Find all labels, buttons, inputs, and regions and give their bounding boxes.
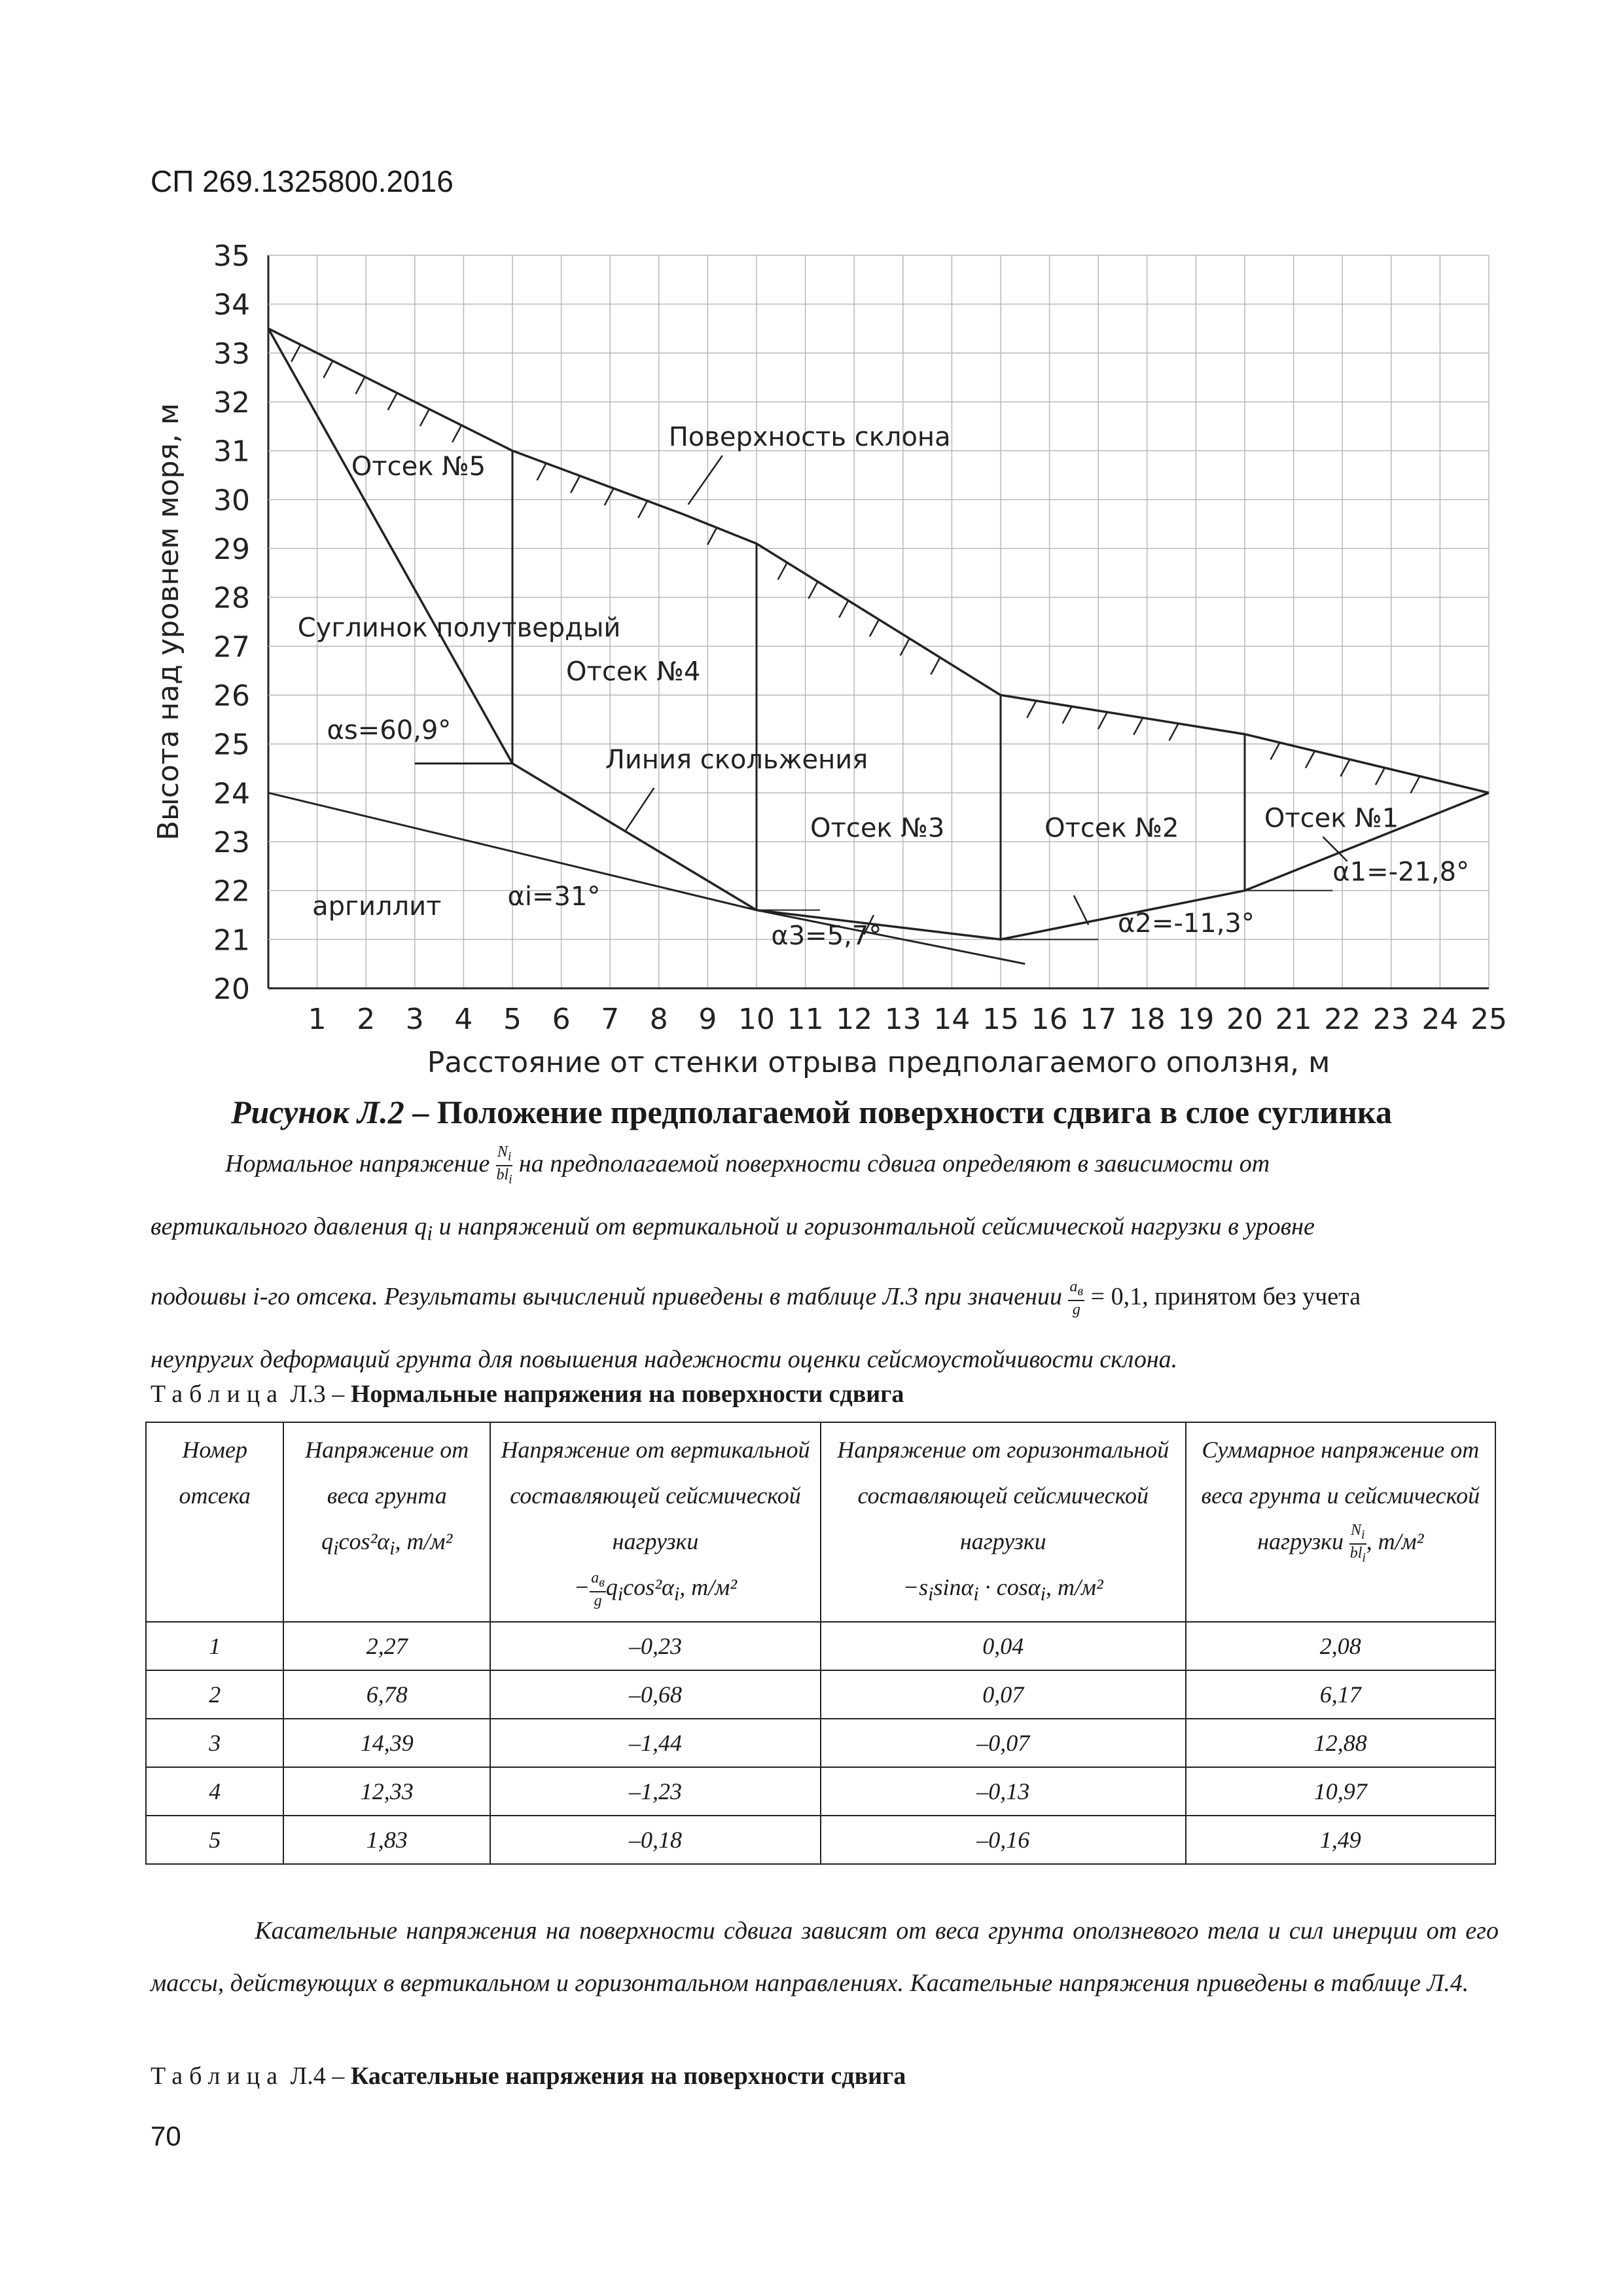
x-tick-label: 8 bbox=[649, 1003, 668, 1036]
x-axis-title: Расстояние от стенки отрыва предполагаемого оползня, м bbox=[427, 1046, 1330, 1079]
table-row: 1 2,27 –0,23 0,04 2,08 bbox=[146, 1622, 1495, 1670]
header-weight-stress: Напряжение от веса грунта $q_i\cos^2\alpha_i$, т/м² bbox=[283, 1422, 490, 1622]
label-section-3: Отсек №3 bbox=[810, 813, 945, 844]
x-tick-label: 5 bbox=[503, 1003, 522, 1036]
y-tick-label: 32 bbox=[213, 386, 250, 420]
hatch-mark bbox=[1169, 723, 1179, 740]
table-l3 bbox=[145, 1422, 1496, 1865]
label-section-4: Отсек №4 bbox=[566, 656, 701, 687]
paragraph-tangential-stress: Касательные напряжения на поверхности сдвига зависят от веса грунта оползневого тела и сил инерции от его массы, действующих в вертикальном и горизонтальном направлениях. Касательные напряжения приведены в таблице Л.4. bbox=[151, 1917, 1499, 1997]
hatch-mark bbox=[808, 582, 817, 599]
x-tick-label: 2 bbox=[357, 1003, 376, 1036]
hatch-mark bbox=[1133, 718, 1143, 735]
table-l4-caption: Таблица Л.4 – Касательные напряжения на поверхности сдвига bbox=[151, 2062, 906, 2090]
x-tick-label: 12 bbox=[836, 1003, 873, 1036]
x-tick-label: 19 bbox=[1177, 1003, 1215, 1036]
label-angle-3: α3=5,7° bbox=[771, 920, 882, 951]
figure-caption: Рисунок Л.2 – Положение предполагаемой поверхности сдвига в слое суглинка bbox=[231, 1094, 1392, 1130]
page-number: 70 bbox=[151, 2121, 181, 2151]
y-tick-label: 22 bbox=[213, 874, 250, 908]
y-tick-label: 28 bbox=[213, 581, 250, 615]
label-slope-surface: Поверхность склона bbox=[668, 422, 951, 453]
hatch-mark bbox=[870, 620, 879, 637]
hatch-mark bbox=[323, 361, 332, 378]
hatch-mark bbox=[420, 409, 429, 426]
landslide-profile-figure bbox=[131, 236, 1518, 1086]
hatch-mark bbox=[707, 528, 717, 545]
table-l3-caption: Таблица Л.3 – Нормальные напряжения на поверхности сдвига bbox=[151, 1380, 904, 1408]
y-tick-label: 26 bbox=[213, 679, 250, 713]
label-angle-i: αi=31° bbox=[507, 882, 601, 912]
y-tick-label: 21 bbox=[213, 924, 250, 958]
y-tick-label: 31 bbox=[213, 435, 250, 469]
x-tick-label: 4 bbox=[454, 1003, 473, 1036]
y-tick-label: 33 bbox=[213, 337, 250, 371]
table-row: 2 6,78 –0,68 0,07 6,17 bbox=[146, 1670, 1495, 1719]
header-vertical-seismic: Напряжение от вертикальной составляющей сейсмической нагрузки − $\frac{a_в}{g}$ $q_i\cos^2\alpha_i$, т/м² bbox=[490, 1422, 821, 1622]
y-tick-label: 30 bbox=[213, 484, 250, 518]
hatch-mark bbox=[1410, 776, 1419, 793]
paragraph-normal-stress: Нормальное напряжение $\frac{N_i}{bl_i}$ на предполагаемой поверхности сдвига определяют в зависимости от вертикального давления $q_i$ и напряжений от вертикальной и горизонтальной сейсмической нагрузки в уровне подошвы i-го отсека. Результаты вычислений приведены в таблице Л.3 при значении $\frac{a_в}{g}$ = 0,1, принятом без учета неупругих деформаций грунта для повышения надежности оценки сейсмоустойчивости склона. bbox=[151, 1143, 1361, 1373]
hatch-mark bbox=[537, 463, 546, 480]
label-clay: Суглинок полутвердый bbox=[297, 613, 621, 643]
x-tick-label: 20 bbox=[1226, 1003, 1263, 1036]
hatch-mark bbox=[605, 488, 614, 505]
hatch-mark bbox=[1306, 751, 1315, 768]
header-horizontal-seismic: Напряжение от горизонтальной составляющей сейсмической нагрузки $-s_i\sin\alpha_i \cdot \cos\alpha_i$, т/м² bbox=[821, 1422, 1186, 1622]
label-section-1: Отсек №1 bbox=[1264, 803, 1399, 834]
hatch-mark bbox=[839, 601, 848, 618]
table-row: 5 1,83 –0,18 –0,16 1,49 bbox=[146, 1816, 1495, 1864]
y-tick-labels bbox=[152, 240, 250, 1006]
label-section-5: Отсек №5 bbox=[351, 452, 486, 482]
pointer-slope-surface bbox=[688, 456, 722, 505]
y-tick-label: 24 bbox=[213, 777, 250, 811]
x-tick-label: 15 bbox=[982, 1003, 1019, 1036]
x-tick-label: 3 bbox=[405, 1003, 424, 1036]
pointer-angle-2 bbox=[1074, 895, 1088, 925]
x-tick-label: 22 bbox=[1324, 1003, 1361, 1036]
label-slip-line: Линия скольжения bbox=[605, 745, 868, 775]
document-header: СП 269.1325800.2016 bbox=[151, 164, 454, 198]
label-angle-s: αs=60,9° bbox=[327, 715, 452, 746]
hatch-mark bbox=[571, 476, 580, 493]
formula-ab-g: $\frac{a_в}{g}$ bbox=[1069, 1278, 1084, 1319]
hatch-mark bbox=[356, 377, 365, 394]
x-tick-label: 13 bbox=[884, 1003, 921, 1036]
hatch-mark bbox=[1270, 743, 1279, 760]
hatch-mark bbox=[1027, 701, 1036, 718]
y-tick-label: 27 bbox=[213, 630, 250, 664]
header-section-number: Номер отсека bbox=[146, 1422, 283, 1622]
hatch-mark bbox=[778, 563, 787, 580]
y-tick-label: 25 bbox=[213, 728, 250, 762]
label-angle-2: α2=-11,3° bbox=[1118, 908, 1255, 939]
hatch-mark bbox=[901, 639, 910, 656]
label-angle-1: α1=-21,8° bbox=[1332, 857, 1470, 888]
x-tick-label: 7 bbox=[601, 1003, 620, 1036]
y-tick-label: 20 bbox=[213, 973, 250, 1006]
x-tick-label: 1 bbox=[308, 1003, 327, 1036]
table-row: 3 14,39 –1,44 –0,07 12,88 bbox=[146, 1719, 1495, 1767]
pointer-slip-line bbox=[625, 788, 654, 832]
x-tick-label: 9 bbox=[698, 1003, 717, 1036]
hatch-mark bbox=[638, 501, 647, 518]
hatch-mark bbox=[1376, 768, 1385, 785]
x-tick-label: 23 bbox=[1372, 1003, 1410, 1036]
header-total-stress: Суммарное напряжение от веса грунта и сейсмической нагрузки $\frac{N_i}{bl_i}$ , т/м² bbox=[1186, 1422, 1495, 1622]
surface-hatching bbox=[291, 345, 1419, 793]
x-tick-label: 17 bbox=[1080, 1003, 1117, 1036]
y-tick-label: 29 bbox=[213, 533, 250, 566]
x-tick-label: 14 bbox=[933, 1003, 971, 1036]
x-tick-label: 11 bbox=[787, 1003, 824, 1036]
label-section-2: Отсек №2 bbox=[1044, 813, 1179, 844]
hatch-mark bbox=[931, 658, 940, 675]
table-header-row bbox=[146, 1422, 1495, 1622]
y-tick-label: 34 bbox=[213, 288, 250, 322]
y-tick-label: 23 bbox=[213, 826, 250, 859]
hatch-mark bbox=[1063, 706, 1072, 723]
slope-surface-line bbox=[268, 329, 1489, 793]
x-tick-label: 21 bbox=[1275, 1003, 1312, 1036]
formula-ni-bli: $\frac{N_i}{bl_i}$ bbox=[496, 1143, 512, 1187]
y-axis-title: Высота над уровнем моря, м bbox=[152, 403, 185, 841]
x-tick-label: 6 bbox=[552, 1003, 571, 1036]
y-tick-label: 35 bbox=[213, 240, 250, 273]
x-tick-label: 24 bbox=[1421, 1003, 1459, 1036]
x-tick-label: 18 bbox=[1128, 1003, 1166, 1036]
x-tick-label: 25 bbox=[1471, 1003, 1507, 1036]
x-tick-labels bbox=[308, 1003, 1507, 1079]
hatch-mark bbox=[452, 425, 461, 442]
hatch-mark bbox=[1098, 712, 1107, 729]
x-tick-label: 10 bbox=[738, 1003, 775, 1036]
table-row: 4 12,33 –1,23 –0,13 10,97 bbox=[146, 1767, 1495, 1816]
x-tick-label: 16 bbox=[1031, 1003, 1068, 1036]
label-argillite: аргиллит bbox=[312, 891, 442, 922]
